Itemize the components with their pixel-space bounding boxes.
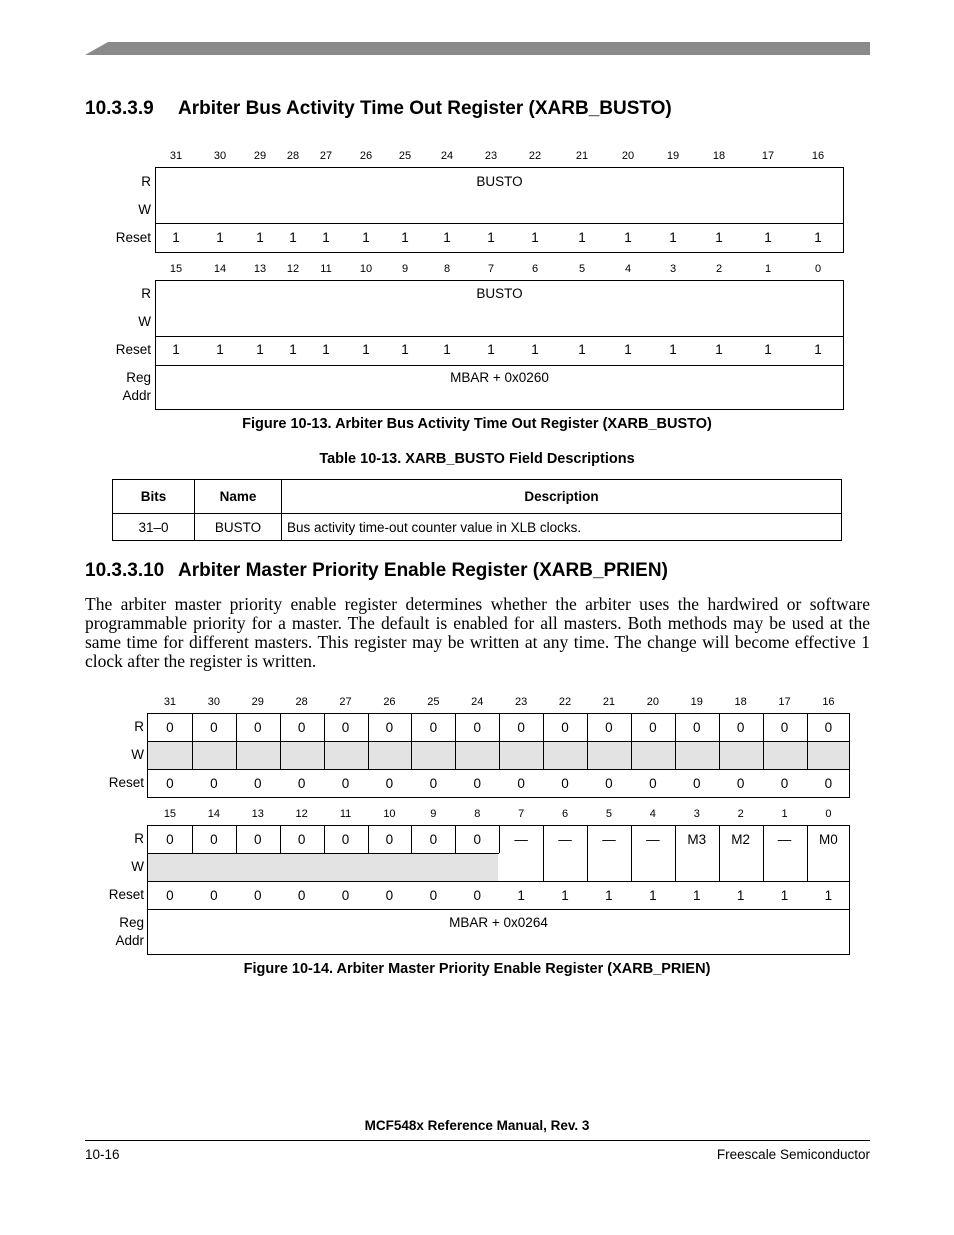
prien-lower-rw-cell-divider bbox=[719, 825, 720, 881]
busto-reset-value: 1 bbox=[715, 342, 723, 357]
section-title: Arbiter Master Priority Enable Register (XARB_PRIEN) bbox=[178, 560, 668, 581]
prien-reset-value: 0 bbox=[473, 888, 481, 903]
prien-bit-number: 2 bbox=[737, 808, 744, 820]
section-heading-busto bbox=[85, 98, 672, 120]
prien-reset-value: 0 bbox=[736, 776, 745, 791]
prien-read-value: 0 bbox=[473, 832, 481, 847]
prien-upper-rw-cell-divider bbox=[411, 713, 412, 769]
busto-bit-number: 16 bbox=[811, 150, 825, 162]
prien-read-value: 0 bbox=[385, 832, 394, 847]
prien-address-divider bbox=[147, 909, 850, 910]
prien-lower-rw-cell-divider bbox=[499, 825, 500, 853]
prien-read-value: 0 bbox=[824, 720, 833, 735]
busto-reset-value: 1 bbox=[172, 230, 180, 245]
busto-row-label-reg: Reg bbox=[126, 370, 151, 385]
busto-bit-number: 25 bbox=[398, 150, 412, 162]
prien-bit-number: 12 bbox=[295, 808, 308, 820]
prien-reset-value: 0 bbox=[605, 776, 613, 791]
busto-row-label-r: R bbox=[141, 174, 151, 189]
prien-reset-value: 0 bbox=[253, 776, 262, 791]
prien-row-label-reset-lower: Reset bbox=[108, 887, 144, 902]
busto-reset-value: 1 bbox=[172, 342, 180, 357]
busto-bit-number: 4 bbox=[624, 263, 632, 275]
prien-read-value: 0 bbox=[166, 720, 174, 735]
prien-upper-rw-cell-divider bbox=[455, 713, 456, 769]
prien-read-value: 0 bbox=[561, 720, 569, 735]
busto-reset-value: 1 bbox=[322, 230, 330, 245]
prien-upper-rw-cell-divider bbox=[587, 713, 588, 769]
prien-row-label-r-lower: R bbox=[134, 831, 144, 846]
prien-read-value: 0 bbox=[253, 832, 262, 847]
busto-bit-number: 14 bbox=[213, 263, 227, 275]
prien-upper-rw-cell-divider bbox=[368, 713, 369, 769]
busto-reset-value: 1 bbox=[289, 230, 297, 245]
busto-bit-number: 15 bbox=[169, 263, 183, 275]
busto-bit-number: 12 bbox=[286, 263, 300, 275]
busto-reset-value: 1 bbox=[487, 342, 495, 357]
prien-reset-value: 0 bbox=[780, 776, 789, 791]
busto-bit-number: 2 bbox=[715, 263, 723, 275]
busto-bit-number: 10 bbox=[359, 263, 373, 275]
busto-bit-number: 23 bbox=[484, 150, 498, 162]
prien-bit-number: 29 bbox=[251, 696, 264, 708]
busto-bit-number: 13 bbox=[253, 263, 267, 275]
prien-bit-number: 31 bbox=[163, 696, 177, 708]
prien-reset-value: 0 bbox=[824, 776, 833, 791]
prien-row-label-r: R bbox=[134, 719, 144, 734]
footer-page-number: 10-16 bbox=[85, 1147, 120, 1162]
prien-reset-value: 0 bbox=[210, 888, 218, 903]
prien-reset-value: 0 bbox=[210, 776, 218, 791]
busto-bit-number: 17 bbox=[761, 150, 775, 162]
prien-read-value: — bbox=[777, 832, 792, 847]
busto-row-label-reset-lower: Reset bbox=[115, 342, 151, 357]
prien-bit-number: 21 bbox=[602, 696, 616, 708]
busto-row-label-reset: Reset bbox=[115, 230, 151, 245]
prien-reset-value: 1 bbox=[692, 888, 701, 903]
busto-bit-number: 6 bbox=[531, 263, 539, 275]
prien-lower-rw-cell-divider bbox=[587, 825, 588, 881]
busto-bit-number: 29 bbox=[253, 150, 267, 162]
prien-reset-value: 0 bbox=[341, 776, 350, 791]
busto-reset-value: 1 bbox=[669, 342, 677, 357]
busto-reset-value: 1 bbox=[322, 342, 330, 357]
section-number: 10.3.3.9 bbox=[85, 98, 154, 119]
prien-lower-rw-cell-divider bbox=[236, 825, 237, 853]
header-bar bbox=[0, 0, 954, 60]
busto-reset-value: 1 bbox=[764, 342, 772, 357]
prien-read-value: 0 bbox=[297, 720, 306, 735]
prien-address: MBAR + 0x0264 bbox=[449, 915, 548, 930]
prien-upper-reset-divider bbox=[147, 769, 850, 770]
prien-upper-rw-cell-divider bbox=[236, 713, 237, 769]
prien-bit-number: 18 bbox=[734, 696, 747, 708]
busto-upper-reset-divider bbox=[155, 223, 844, 224]
busto-bit-number: 20 bbox=[621, 150, 635, 162]
busto-bit-number: 22 bbox=[528, 150, 542, 162]
busto-bit-number: 18 bbox=[712, 150, 726, 162]
busto-reset-value: 1 bbox=[764, 230, 772, 245]
busto-reset-value: 1 bbox=[715, 230, 723, 245]
footer-company: Freescale Semiconductor bbox=[716, 1147, 870, 1162]
prien-row-label-w: W bbox=[131, 747, 144, 762]
prien-reset-value: 1 bbox=[736, 888, 745, 903]
prien-bit-number: 3 bbox=[693, 808, 700, 820]
prien-bit-number: 19 bbox=[690, 696, 703, 708]
busto-reset-value: 1 bbox=[401, 230, 409, 245]
prien-lower-rw-cell-divider bbox=[543, 825, 544, 881]
prien-bit-number: 17 bbox=[778, 696, 791, 708]
prien-reset-value: 0 bbox=[561, 776, 569, 791]
prien-bit-number: 13 bbox=[251, 808, 264, 820]
busto-bit-number: 0 bbox=[814, 263, 822, 275]
prien-read-value: 0 bbox=[429, 720, 438, 735]
prien-upper-rw-cell-divider bbox=[675, 713, 676, 769]
prien-read-value: — bbox=[514, 832, 528, 847]
prien-read-value: 0 bbox=[429, 832, 438, 847]
prien-reset-value: 1 bbox=[780, 888, 789, 903]
prien-bit-number: 26 bbox=[383, 696, 396, 708]
prien-reset-value: 0 bbox=[297, 888, 306, 903]
busto-reset-value: 1 bbox=[531, 342, 539, 357]
busto-bit-number: 8 bbox=[443, 263, 451, 275]
prien-bit-number: 0 bbox=[825, 808, 832, 820]
busto-reset-value: 1 bbox=[256, 230, 264, 245]
prien-bit-number: 30 bbox=[207, 696, 220, 708]
prien-reset-value: 1 bbox=[561, 888, 569, 903]
prien-read-value: 0 bbox=[210, 720, 218, 735]
prien-read-value: 0 bbox=[605, 720, 613, 735]
busto-row-label-w-lower: W bbox=[138, 314, 151, 329]
busto-bit-number: 7 bbox=[487, 263, 495, 275]
prien-lower-rw-cell-divider bbox=[280, 825, 281, 853]
busto-reset-value: 1 bbox=[289, 342, 297, 357]
prien-bit-number: 9 bbox=[430, 808, 437, 820]
prien-bit-number: 6 bbox=[561, 808, 569, 820]
busto-bit-number: 9 bbox=[401, 263, 409, 275]
table-header-description: Description bbox=[282, 480, 842, 514]
busto-bit-number: 31 bbox=[169, 150, 183, 162]
busto-lower-reset-divider bbox=[155, 336, 844, 337]
prien-lower-rw-cell-divider bbox=[455, 825, 456, 853]
prien-upper-rw-cell-divider bbox=[499, 713, 500, 769]
prien-upper-rw-cell-divider bbox=[719, 713, 720, 769]
busto-reset-value: 1 bbox=[362, 342, 370, 357]
prien-bit-number: 11 bbox=[339, 808, 352, 820]
prien-upper-rw-cell-divider bbox=[631, 713, 632, 769]
prien-upper-rw-cell-divider bbox=[763, 713, 764, 769]
prien-bit-number: 8 bbox=[474, 808, 481, 820]
section-title: Arbiter Bus Activity Time Out Register (XARB_BUSTO) bbox=[178, 98, 672, 119]
section-number: 10.3.3.10 bbox=[85, 560, 165, 581]
prien-bit-number: 20 bbox=[646, 696, 659, 708]
prien-reset-value: 0 bbox=[166, 776, 174, 791]
prien-read-value: M2 bbox=[731, 832, 751, 847]
busto-row-label-addr: Addr bbox=[122, 388, 151, 403]
prien-read-value: 0 bbox=[736, 720, 745, 735]
prien-read-value: 0 bbox=[692, 720, 701, 735]
prien-lower-rw-cell-divider bbox=[192, 825, 193, 853]
busto-bit-number: 1 bbox=[764, 263, 772, 275]
prien-bit-number: 4 bbox=[649, 808, 656, 820]
prien-reset-value: 0 bbox=[517, 776, 525, 791]
prien-row-label-reset: Reset bbox=[108, 775, 144, 790]
busto-address: MBAR + 0x0260 bbox=[450, 370, 549, 385]
prien-lower-reset-divider bbox=[147, 881, 850, 882]
busto-bit-number: 19 bbox=[666, 150, 680, 162]
prien-read-value: 0 bbox=[385, 720, 394, 735]
prien-read-value: 0 bbox=[297, 832, 306, 847]
prien-reset-value: 1 bbox=[605, 888, 613, 903]
prien-bit-number: 28 bbox=[295, 696, 308, 708]
busto-reset-value: 1 bbox=[362, 230, 370, 245]
prien-bit-number: 1 bbox=[781, 808, 788, 820]
prien-reset-value: 0 bbox=[385, 888, 394, 903]
prien-reset-value: 1 bbox=[517, 888, 525, 903]
busto-bit-number: 3 bbox=[669, 263, 677, 275]
prien-reset-value: 0 bbox=[253, 888, 262, 903]
prien-bit-number: 25 bbox=[427, 696, 440, 708]
prien-reset-value: 0 bbox=[692, 776, 701, 791]
busto-reset-value: 1 bbox=[669, 230, 677, 245]
busto-bit-number: 30 bbox=[213, 150, 227, 162]
prien-bit-number: 7 bbox=[518, 808, 525, 820]
busto-bit-number: 11 bbox=[320, 263, 332, 275]
prien-read-value: 0 bbox=[210, 832, 218, 847]
prien-read-value: — bbox=[646, 832, 660, 847]
prien-bit-number: 24 bbox=[471, 696, 484, 708]
prien-upper-rw-cell-divider bbox=[543, 713, 544, 769]
footer-manual-title: MCF548x Reference Manual, Rev. 3 bbox=[364, 1118, 590, 1133]
busto-bit-number: 27 bbox=[319, 150, 333, 162]
prien-row-label-reg: Reg bbox=[119, 915, 144, 930]
table-cell-bits: 31–0 bbox=[113, 514, 195, 541]
prien-upper-rw-cell-divider bbox=[192, 713, 193, 769]
busto-reset-value: 1 bbox=[443, 230, 451, 245]
busto-upper-field-name: BUSTO bbox=[476, 174, 523, 189]
prien-read-value: M0 bbox=[819, 832, 838, 847]
prien-lower-rw-cell-divider bbox=[807, 825, 808, 881]
busto-reset-value: 1 bbox=[624, 230, 632, 245]
busto-reset-value: 1 bbox=[814, 342, 822, 357]
prien-row-label-w-lower: W bbox=[131, 859, 144, 874]
prien-reset-value: 0 bbox=[649, 776, 657, 791]
prien-upper-rw-cell-divider bbox=[807, 713, 808, 769]
busto-row-label-r-lower: R bbox=[141, 286, 151, 301]
busto-reset-value: 1 bbox=[443, 342, 451, 357]
busto-bit-number: 5 bbox=[578, 263, 586, 275]
busto-reset-value: 1 bbox=[624, 342, 632, 357]
table-row bbox=[113, 514, 842, 541]
prien-bit-number: 22 bbox=[558, 696, 572, 708]
busto-reset-value: 1 bbox=[216, 230, 224, 245]
busto-address-divider bbox=[155, 365, 844, 366]
busto-reset-value: 1 bbox=[256, 342, 264, 357]
prien-reset-value: 0 bbox=[429, 776, 438, 791]
prien-lower-rw-cell-divider bbox=[763, 825, 764, 881]
prien-lower-rw-cell-divider bbox=[411, 825, 412, 853]
busto-row-label-w: W bbox=[138, 202, 151, 217]
busto-reset-value: 1 bbox=[401, 342, 409, 357]
prien-bit-number: 14 bbox=[207, 808, 220, 820]
prien-read-value: 0 bbox=[517, 720, 525, 735]
table-header-row bbox=[113, 480, 842, 514]
busto-reset-value: 1 bbox=[531, 230, 539, 245]
prien-read-value: 0 bbox=[253, 720, 262, 735]
prien-bit-number: 27 bbox=[339, 696, 352, 708]
prien-reset-value: 1 bbox=[649, 888, 657, 903]
prien-upper-rw-cell-divider bbox=[280, 713, 281, 769]
prien-bit-number: 10 bbox=[383, 808, 396, 820]
prien-bit-number: 16 bbox=[822, 696, 835, 708]
section-heading-prien bbox=[85, 560, 668, 582]
paragraph-text: The arbiter master priority enable register determines whether the arbiter uses the hardwired or software programmable priority for a master. The default is enabled for all masters. Both methods may be used at the same time for different masters. This register may be written at any time. The change will become effective 1 clock after the register is written. bbox=[85, 594, 870, 671]
busto-reset-value: 1 bbox=[578, 342, 586, 357]
prien-row-label-addr: Addr bbox=[115, 933, 144, 948]
table-caption-busto: Table 10-13. XARB_BUSTO Field Descriptions bbox=[319, 451, 635, 467]
prien-lower-rw-cell-divider bbox=[631, 825, 632, 881]
footer-divider bbox=[85, 1140, 870, 1141]
busto-bit-number: 26 bbox=[359, 150, 373, 162]
prien-lower-rw-cell-divider bbox=[368, 825, 369, 853]
table-cell-name: BUSTO bbox=[195, 514, 282, 541]
prien-bit-number: 5 bbox=[605, 808, 612, 820]
prien-read-value: 0 bbox=[780, 720, 789, 735]
prien-reset-value: 0 bbox=[166, 888, 174, 903]
prien-lower-rw-cell-divider bbox=[324, 825, 325, 853]
prien-read-value: 0 bbox=[341, 832, 350, 847]
prien-reset-value: 1 bbox=[824, 888, 833, 903]
body-paragraph bbox=[85, 595, 870, 671]
prien-reset-value: 0 bbox=[385, 776, 394, 791]
table-cell-description: Bus activity time-out counter value in XLB clocks. bbox=[282, 514, 842, 541]
prien-read-value: — bbox=[602, 832, 616, 847]
busto-reset-value: 1 bbox=[487, 230, 495, 245]
busto-lower-field-name: BUSTO bbox=[476, 286, 523, 301]
prien-read-value: 0 bbox=[166, 832, 174, 847]
busto-bit-number: 21 bbox=[575, 150, 589, 162]
busto-bit-number: 28 bbox=[286, 150, 300, 162]
prien-lower-rw-cell-divider bbox=[675, 825, 676, 881]
prien-bit-number: 15 bbox=[163, 808, 177, 820]
prien-reset-value: 0 bbox=[297, 776, 306, 791]
prien-read-value: M3 bbox=[687, 832, 707, 847]
prien-read-value: 0 bbox=[473, 720, 481, 735]
prien-reset-value: 0 bbox=[473, 776, 481, 791]
busto-reset-value: 1 bbox=[814, 230, 822, 245]
prien-read-value: 0 bbox=[649, 720, 657, 735]
prien-upper-rw-cell-divider bbox=[324, 713, 325, 769]
busto-bit-number: 24 bbox=[440, 150, 454, 162]
prien-read-value: 0 bbox=[341, 720, 350, 735]
figure-caption-busto: Figure 10-13. Arbiter Bus Activity Time Out Register (XARB_BUSTO) bbox=[242, 416, 712, 432]
prien-reset-value: 0 bbox=[341, 888, 350, 903]
table-header-bits: Bits bbox=[113, 480, 195, 514]
figure-caption-prien: Figure 10-14. Arbiter Master Priority Enable Register (XARB_PRIEN) bbox=[243, 961, 711, 977]
busto-reset-value: 1 bbox=[216, 342, 224, 357]
prien-lower-rw-divider bbox=[147, 853, 499, 854]
prien-read-value: — bbox=[558, 832, 572, 847]
prien-bit-number: 23 bbox=[515, 696, 528, 708]
prien-reset-value: 0 bbox=[429, 888, 438, 903]
busto-reset-value: 1 bbox=[578, 230, 586, 245]
table-header-name: Name bbox=[195, 480, 282, 514]
field-description-table bbox=[112, 479, 842, 541]
